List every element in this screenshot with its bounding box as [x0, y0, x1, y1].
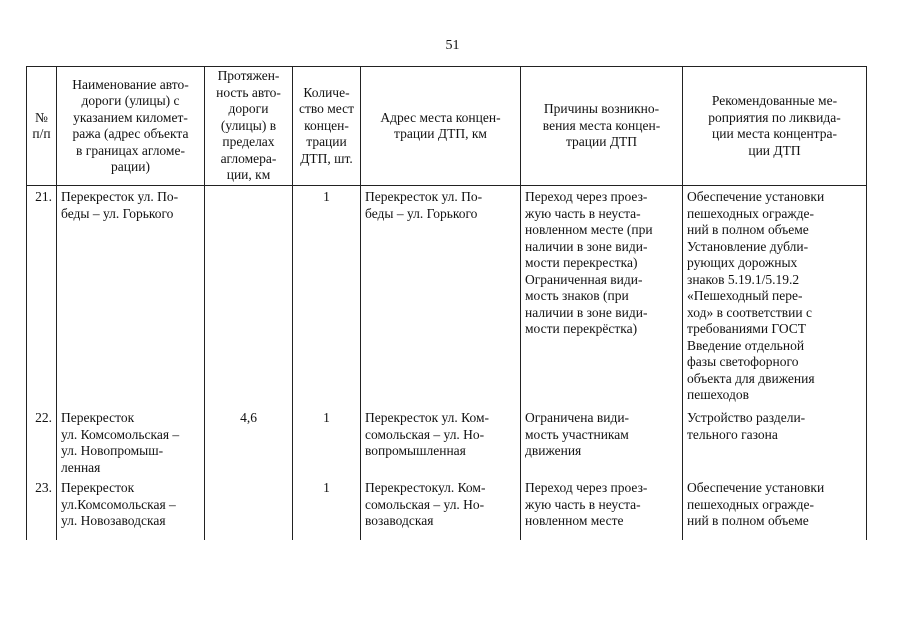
address-cell: Перекресток ул. Ком- сомольская – ул. Но- вопромышленная — [361, 407, 521, 477]
table-row — [27, 186, 867, 408]
count-cell: 1 — [293, 407, 361, 477]
concentration-table — [26, 66, 867, 540]
length-cell: 4,6 — [205, 407, 293, 477]
header-row — [27, 67, 867, 186]
causes-cell: Переход через проез- жую часть в неуста- новленном месте — [521, 477, 683, 540]
table-row — [27, 407, 867, 477]
measures-cell: Обеспечение установки пешеходных огражде- ний в полном объеме Установление дубли- рующих дорожных знаков 5.19.1/5.19.2 «Пешеходный пере- ход» в соответствии с требованиями ГОСТ Введение отдельной фазы светофорного объекта для движения пешеходов — [683, 186, 867, 408]
road-name-cell: Перекресток ул. По- беды – ул. Горького — [57, 186, 205, 408]
count-cell: 1 — [293, 186, 361, 408]
measures-cell: Устройство раздели- тельного газона — [683, 407, 867, 477]
count-cell: 1 — [293, 477, 361, 540]
header-cell-count: Количе- ство мест концен- трации ДТП, шт. — [293, 67, 361, 186]
header-cell-length: Протяжен- ность авто- дороги (улицы) в пределах агломера- ции, км — [205, 67, 293, 186]
address-cell: Перекресток ул. По- беды – ул. Горького — [361, 186, 521, 408]
row-number: 23. — [27, 477, 57, 540]
length-cell — [205, 186, 293, 408]
length-cell — [205, 477, 293, 540]
header-cell-measures: Рекомендованные ме- роприятия по ликвида- ции места концентра- ции ДТП — [683, 67, 867, 186]
road-name-cell: Перекресток ул. Комсомольская – ул. Новопромыш- ленная — [57, 407, 205, 477]
address-cell: Перекрестокул. Ком- сомольская – ул. Но- возаводская — [361, 477, 521, 540]
header-cell-address: Адрес места концен- трации ДТП, км — [361, 67, 521, 186]
header-cell-causes: Причины возникно- вения места концен- трации ДТП — [521, 67, 683, 186]
row-number: 22. — [27, 407, 57, 477]
header-cell-number: № п/п — [27, 67, 57, 186]
page-number: 51 — [445, 38, 460, 53]
row-number: 21. — [27, 186, 57, 408]
causes-cell: Ограничена види- мость участникам движения — [521, 407, 683, 477]
causes-cell: Переход через проез- жую часть в неуста- новленном месте (при наличии в зоне види- мости перекрестка) Ограниченная види- мость знаков (при наличии в зоне види- мости перекрёстка) — [521, 186, 683, 408]
table-row — [27, 477, 867, 540]
measures-cell: Обеспечение установки пешеходных огражде- ний в полном объеме — [683, 477, 867, 540]
road-name-cell: Перекресток ул.Комсомольская – ул. Новозаводская — [57, 477, 205, 540]
header-cell-road-name: Наименование авто- дороги (улицы) с указанием километ- ража (адрес объекта в границах агломе- рации) — [57, 67, 205, 186]
